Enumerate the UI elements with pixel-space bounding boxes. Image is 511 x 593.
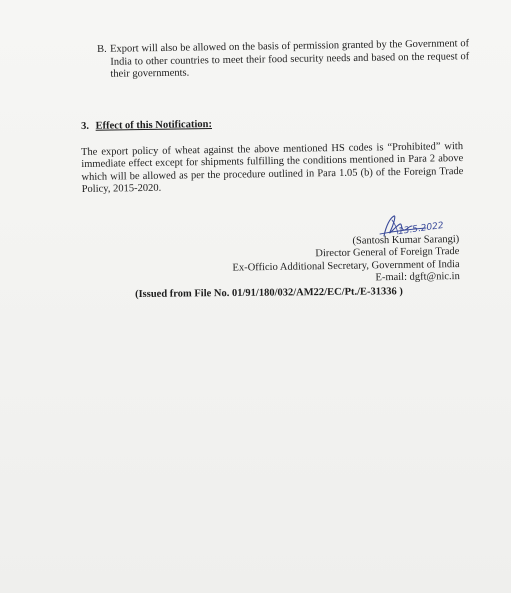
signatory-email: E-mail: dgft@nic.in: [375, 270, 460, 284]
signatory-name: (Santosh Kumar Sarangi): [352, 234, 460, 247]
section-3-heading: [81, 119, 212, 132]
signature-date: 13.5.2022: [397, 220, 445, 238]
signatory-block: [232, 234, 460, 287]
signatory-designation: Director General of Foreign Trade: [315, 246, 460, 260]
paragraph-b-marker: B.: [97, 43, 107, 55]
issued-file-reference: (Issued from File No. 01/91/180/032/AM22/EC/Pt./E-31336 ): [135, 286, 403, 300]
signatory-additional-designation: Ex-Officio Additional Secretary, Government of India: [232, 258, 460, 274]
paragraph-b-text: Export will also be allowed on the basis of permission granted by the Government of India to other countries to meet their food security needs and based on the request of their governments.: [109, 38, 470, 80]
section-3-number: 3.: [81, 120, 90, 132]
paragraph-b: [97, 38, 470, 81]
section-3-body: The export policy of wheat against the above mentioned HS codes is “Prohibited” with immediate effect except for shipments fulfilling the conditions mentioned in Para 2 above which will be allowed as per the procedure outlined in Para 1.05 (b) of the Foreign Trade Policy, 2015-2020.: [81, 140, 464, 196]
section-3-title: Effect of this Notification:: [95, 118, 213, 132]
